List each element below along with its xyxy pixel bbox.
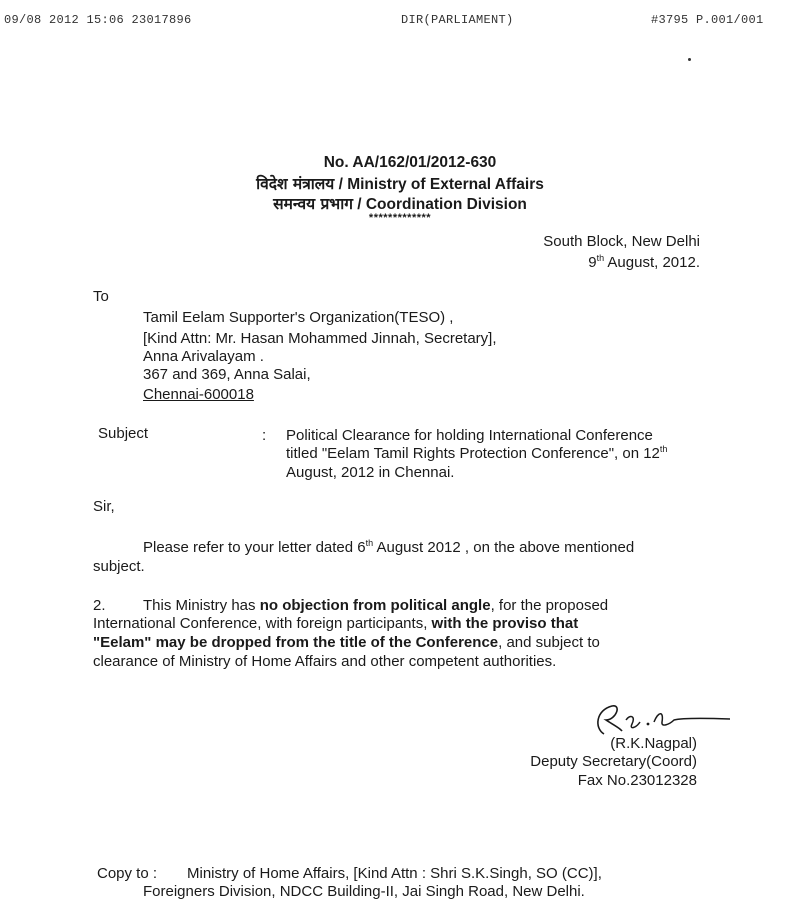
- subject-line-2: [286, 444, 667, 463]
- para1-text-b: August 2012 , on the above mentioned: [373, 539, 635, 556]
- subject-line-2-text: titled "Eelam Tamil Rights Protection Conference", on 12: [286, 445, 660, 462]
- para2-text-d: , and subject to: [498, 634, 600, 651]
- subject-label: Subject: [98, 425, 149, 442]
- ministry-line: [0, 174, 800, 195]
- letter-date: [588, 253, 700, 272]
- para2-text-c: International Conference, with foreign participants,: [93, 615, 432, 632]
- ministry-english: / Ministry of External Affairs: [338, 176, 544, 193]
- para2-bold-a: no objection from political angle: [259, 597, 491, 614]
- subject-colon: :: [262, 427, 267, 444]
- signatory-name: (R.K.Nagpal): [610, 735, 697, 752]
- paragraph-2-number: 2.: [93, 597, 106, 614]
- signatory-designation: Deputy Secretary(Coord): [530, 753, 697, 770]
- header-stars: *************: [368, 212, 432, 224]
- subject-line-3: August, 2012 in Chennai.: [286, 464, 455, 481]
- paragraph-2-line-2: [93, 614, 578, 633]
- para1-sup: th: [365, 538, 374, 548]
- para2-text-a: This Ministry has: [143, 597, 260, 614]
- paragraph-2-line-4: clearance of Ministry of Home Affairs and other competent authorities.: [93, 653, 557, 670]
- date-month-year: August, 2012.: [604, 254, 700, 271]
- division-english: / Coordination Division: [357, 196, 527, 213]
- date-day: 9: [588, 254, 597, 271]
- addressee-line: [Kind Attn: Mr. Hasan Mohammed Jinnah, Secretary],: [143, 330, 497, 347]
- ministry-hindi: विदेश मंत्रालय: [256, 175, 335, 193]
- para1-text-a: Please refer to your letter dated 6: [143, 539, 366, 556]
- date-suffix: th: [596, 253, 605, 263]
- para2-bold-b: with the proviso that: [431, 615, 579, 632]
- reference-number: No. AA/162/01/2012-630: [323, 154, 497, 171]
- copy-to-label: Copy to :: [97, 865, 158, 882]
- paragraph-1-line-2: subject.: [93, 558, 145, 575]
- place: South Block, New Delhi: [543, 233, 700, 250]
- para2-bold-c: "Eelam" may be dropped from the title of the Conference: [93, 634, 499, 651]
- addressee-line: Chennai-600018: [143, 386, 254, 403]
- to-label: To: [93, 288, 109, 305]
- fax-sender: DIR(PARLIAMENT): [401, 13, 514, 27]
- division-hindi: समन्वय प्रभाग: [273, 195, 353, 213]
- signatory-fax: Fax No.23012328: [577, 772, 697, 789]
- subject-line-1: Political Clearance for holding International Conference: [286, 427, 653, 444]
- addressee-line: Tamil Eelam Supporter's Organization(TESO) ,: [143, 309, 454, 326]
- subject-sup: th: [659, 444, 668, 454]
- fax-datetime: 09/08 2012 15:06 23017896: [4, 13, 192, 27]
- addressee-line: Anna Arivalayam .: [143, 348, 264, 365]
- copy-to-line-2: Foreigners Division, NDCC Building-II, Jai Singh Road, New Delhi.: [143, 883, 585, 900]
- addressee-line: 367 and 369, Anna Salai,: [143, 366, 311, 383]
- salutation: Sir,: [93, 498, 115, 515]
- fax-page-ref: #3795 P.001/001: [651, 13, 764, 27]
- para2-text-b: , for the proposed: [490, 597, 609, 614]
- scan-speck: [688, 58, 691, 61]
- paragraph-1-line-1: [143, 538, 634, 557]
- paragraph-2-line-3: [93, 633, 600, 652]
- copy-to-line-1: Ministry of Home Affairs, [Kind Attn : Shri S.K.Singh, SO (CC)],: [187, 865, 602, 882]
- paragraph-2-line-1: [143, 596, 608, 615]
